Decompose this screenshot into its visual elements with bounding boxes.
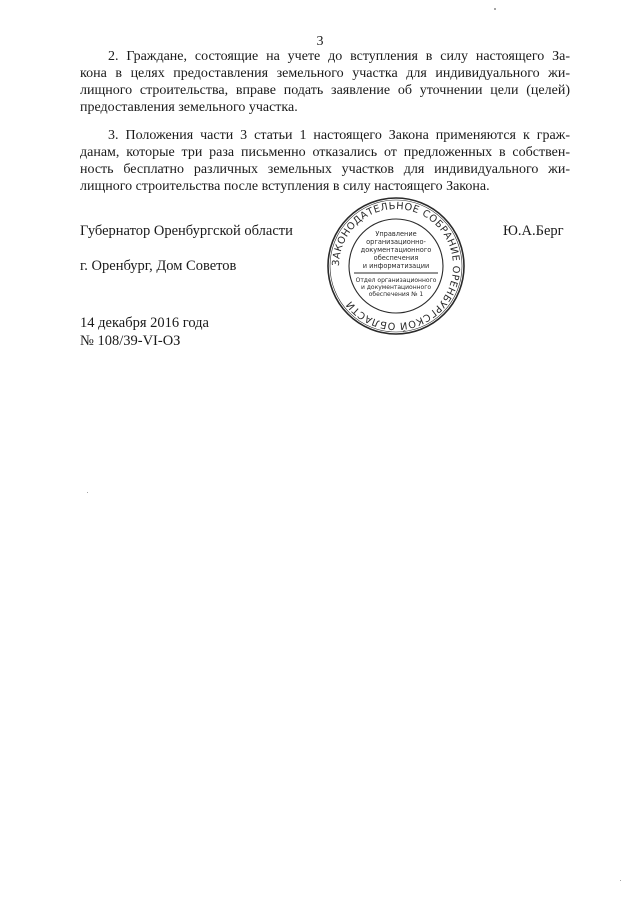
seal-inner-line: Отдел организационного	[355, 277, 437, 284]
official-seal	[326, 196, 466, 336]
paragraph-3-line: ность бесплатно различных земельных участков для индивидуального жи-	[80, 162, 570, 177]
page-number: 3	[316, 34, 324, 49]
seal-inner-line: обеспечения	[373, 254, 419, 262]
seal-inner-line: обеспечения № 1	[368, 291, 424, 298]
scan-speck	[87, 492, 88, 493]
signing-place: г. Оренбург, Дом Советов	[80, 258, 237, 274]
law-number: № 108/39-VI-ОЗ	[80, 333, 181, 349]
seal-inner-line: Управление	[375, 230, 417, 238]
signing-date: 14 декабря 2016 года	[80, 315, 209, 331]
seal-outer-text: ЗАКОНОДАТЕЛЬНОЕ СОБРАНИЕ ОРЕНБУРГСКОЙ ОБЛАСТИ	[330, 200, 462, 332]
paragraph-3-line: данам, которые три раза письменно отказались от предложенных в собствен-	[80, 145, 570, 160]
paragraph-2-line: кона в целях предоставления земельного участка для индивидуального жи-	[80, 66, 570, 81]
seal-inner-line: и документационного	[360, 284, 432, 291]
scan-speck	[494, 8, 496, 10]
scan-speck	[620, 880, 621, 881]
paragraph-2-line: предоставления земельного участка.	[80, 100, 298, 115]
paragraph-2-line: 2. Граждане, состоящие на учете до вступления в силу настоящего За-	[108, 49, 570, 64]
signatory-name: Ю.А.Берг	[503, 223, 564, 239]
paragraph-3	[80, 127, 570, 195]
paragraph-2-line: лищного строительства, вправе подать заявление об уточнении цели (целей)	[80, 83, 570, 98]
paragraph-3-line: лищного строительства после вступления в силу настоящего Закона.	[80, 179, 490, 194]
paragraph-3-line: 3. Положения части 3 статьи 1 настоящего Закона применяются к граж-	[108, 128, 570, 143]
paragraph-2	[80, 48, 570, 116]
seal-inner-line: документационного	[360, 246, 432, 254]
seal-inner-line: и информатизации	[362, 262, 430, 270]
signatory-position: Губернатор Оренбургской области	[80, 223, 293, 239]
seal-inner-line: организационно-	[366, 238, 426, 246]
